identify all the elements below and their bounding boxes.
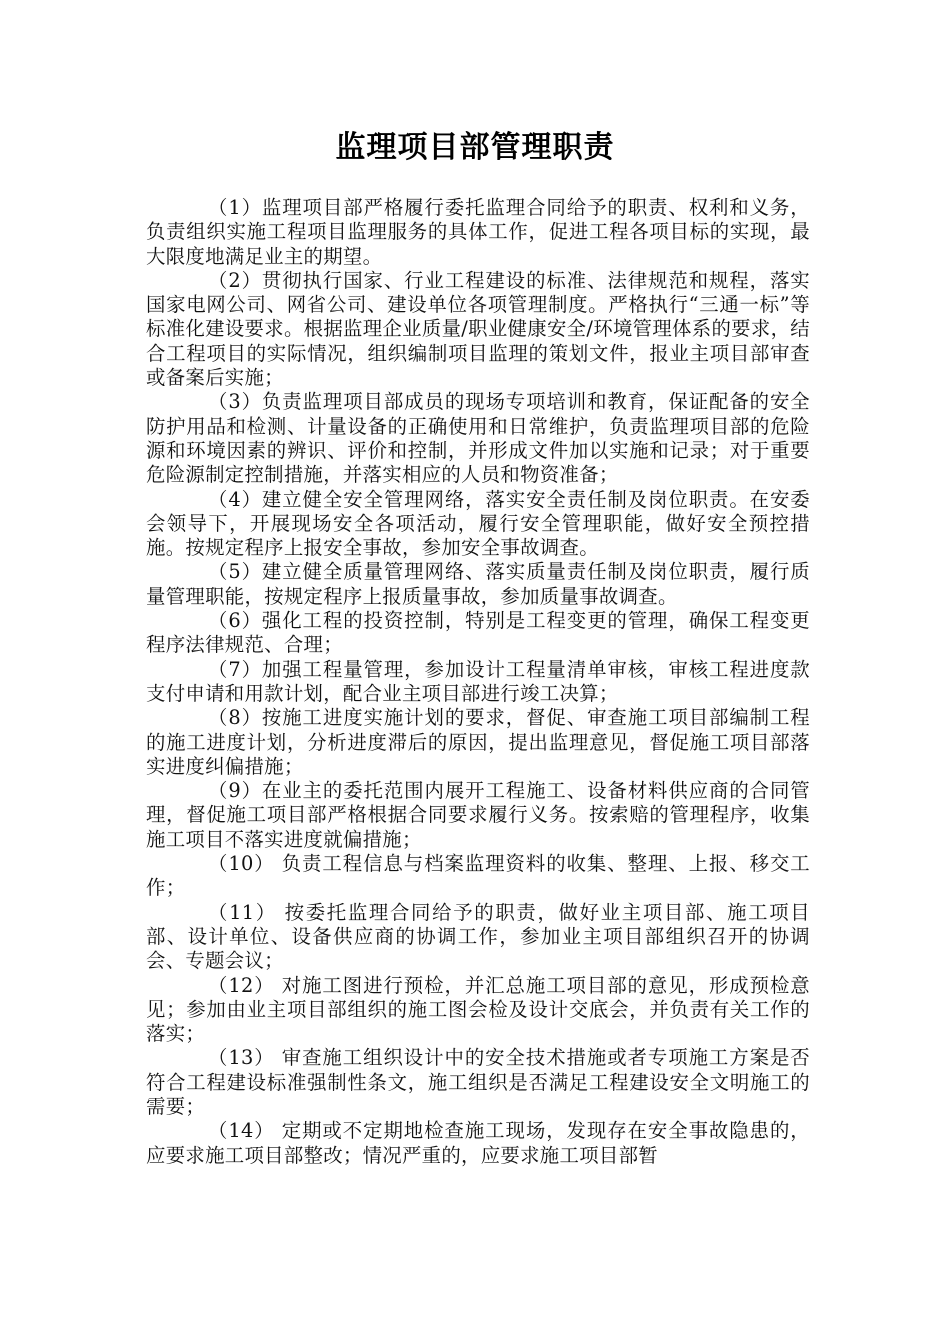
document-body (146, 196, 810, 1168)
paragraph-2: （2）贯彻执行国家、行业工程建设的标准、法律规范和规程，落实国家电网公司、网省公司、建设单位各项管理制度。严格执行“三通一标”等标准化建设要求。根据监理企业质量/职业健康安全/环境管理体系的要求，结合工程项目的实际情况，组织编制项目监理的策划文件，报业主项目部审查或备案后实施； (146, 268, 810, 390)
paragraph-13: （13） 审查施工组织设计中的安全技术措施或者专项施工方案是否符合工程建设标准强制性条文，施工组织是否满足工程建设安全文明施工的需要； (146, 1046, 810, 1118)
paragraph-12: （12） 对施工图进行预检，并汇总施工项目部的意见，形成预检意见；参加由业主项目部组织的施工图会检及设计交底会，并负责有关工作的落实； (146, 973, 810, 1046)
paragraph-14: （14） 定期或不定期地检查施工现场，发现存在安全事故隐患的，应要求施工项目部整改；情况严重的，应要求施工项目部暂 (146, 1119, 810, 1167)
paragraph-5: （5）建立健全质量管理网络、落实质量责任制及岗位职责，履行质量管理职能，按规定程序上报质量事故，参加质量事故调查。 (146, 560, 810, 608)
paragraph-4: （4）建立健全安全管理网络，落实安全责任制及岗位职责。在安委会领导下，开展现场安全各项活动，履行安全管理职能，做好安全预控措施。按规定程序上报安全事故，参加安全事故调查。 (146, 487, 810, 560)
paragraph-11: （11） 按委托监理合同给予的职责，做好业主项目部、施工项目部、设计单位、设备供应商的协调工作，参加业主项目部组织召开的协调会、专题会议； (146, 900, 810, 973)
paragraph-10: （10） 负责工程信息与档案监理资料的收集、整理、上报、移交工作； (146, 852, 810, 900)
paragraph-6: （6）强化工程的投资控制，特别是工程变更的管理，确保工程变更程序法律规范、合理； (146, 609, 810, 657)
paragraph-7: （7）加强工程量管理，参加设计工程量清单审核，审核工程进度款支付申请和用款计划，配合业主项目部进行竣工决算； (146, 657, 810, 705)
paragraph-8: （8）按施工进度实施计划的要求，督促、审查施工项目部编制工程的施工进度计划，分析进度滞后的原因，提出监理意见，督促施工项目部落实进度纠偏措施； (146, 706, 810, 778)
paragraph-1: （1）监理项目部严格履行委托监理合同给予的职责、权利和义务，负责组织实施工程项目监理服务的具体工作，促进工程各项目标的实现，最大限度地满足业主的期望。 (146, 196, 810, 268)
document-title: 监理项目部管理职责 (335, 130, 615, 165)
paragraph-9: （9）在业主的委托范围内展开工程施工、设备材料供应商的合同管理，督促施工项目部严格根据合同要求履行义务。按索赔的管理程序，收集施工项目不落实进度就偏措施； (146, 779, 810, 851)
paragraph-3: （3）负责监理项目部成员的现场专项培训和教育，保证配备的安全防护用品和检测、计量设备的正确使用和日常维护，负责监理项目部的危险源和环境因素的辨识、评价和控制，并形成文件加以实施和记录；对于重要危险源制定控制措施，并落实相应的人员和物资准备； (146, 390, 810, 487)
